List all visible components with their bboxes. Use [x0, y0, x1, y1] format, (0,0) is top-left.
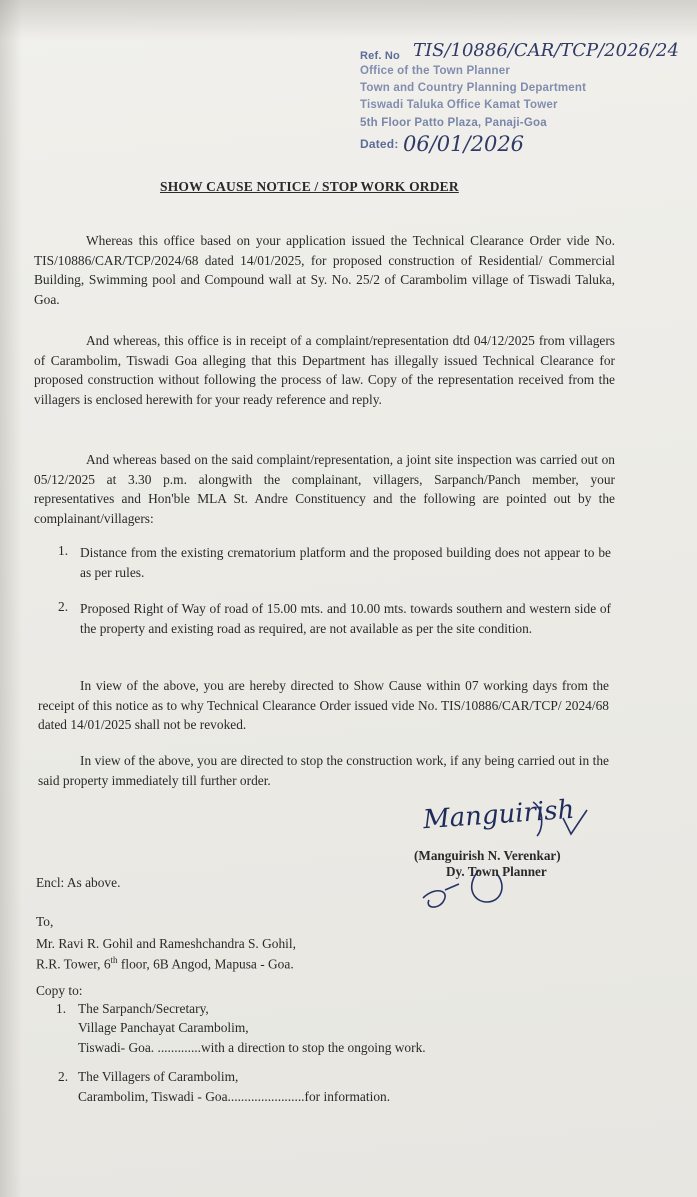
stamp-office-line2: Town and Country Planning Department: [360, 82, 587, 94]
stamp-office-line3: Tiswadi Taluka Office Kamat Tower: [360, 99, 558, 111]
paragraph-whereas-application: Whereas this office based on your application issued the Technical Clearance Order vide No. TIS/10886/CAR/TCP/2024/68 dated 14/01/2025, for proposed construction of Residential/ Commercial Building, Swimming pool and Compound wall at Sy. No. 25/2 of Carambolim village of Tiswadi Taluka, Goa.: [34, 233, 615, 307]
directive-stop-work: In view of the above, you are directed to stop the construction work, if any being carried out in the said property immediately till further order.: [38, 753, 609, 788]
point-number: 2.: [58, 599, 69, 614]
paragraph-complaint-received: And whereas, this office is in receipt of a complaint/representation dtd 04/12/2025 from villagers of Carambolim, Tiswadi Goa alleging that this Department has illegally issued Technical Clearance for proposed construction without following the process of law. Copy of the representation received from the villagers is enclosed herewith for your ready reference and reply.: [34, 333, 615, 407]
signatory-designation: Dy. Town Planner: [446, 864, 547, 879]
copy-item-sarpanch-line3: Tiswadi- Goa. .............with a direction to stop the ongoing work.: [78, 1040, 426, 1055]
signatory-name: (Manguirish N. Verenkar): [414, 848, 561, 863]
copy-item-number: 2.: [58, 1069, 69, 1084]
paragraph-site-inspection: And whereas based on the said complaint/representation, a joint site inspection was carried out on 05/12/2025 at 3.30 p.m. alongwith the complainant, villagers, Sarpanch/Panch member, your representatives and Hon'ble MLA St. Andre Constituency and the following are pointed out by the complainant/villagers:: [34, 452, 615, 526]
copy-item-villagers-line1: The Villagers of Carambolim,: [78, 1069, 239, 1084]
to-label: To,: [36, 914, 54, 929]
directive-show-cause: In view of the above, you are hereby directed to Show Cause within 07 working days from the receipt of this notice as to why Technical Clearance Order issued vide No. TIS/10886/CAR/TCP/ 2024/68 dated 14/01/2025 shall not be revoked.: [38, 678, 609, 733]
ref-label: Ref. No: [360, 50, 400, 62]
stamp-office-line4: 5th Floor Patto Plaza, Panaji-Goa: [360, 117, 547, 129]
point-number: 1.: [58, 543, 69, 558]
notice-title: SHOW CAUSE NOTICE / STOP WORK ORDER: [160, 179, 459, 194]
address-floor-suffix: th: [110, 955, 118, 965]
signature-script: Manguirish: [422, 794, 576, 836]
enclosure-note: Encl: As above.: [36, 875, 121, 890]
ref-number-handwritten: TIS/10886/CAR/TCP/2026/24: [413, 40, 679, 61]
page-shadow-top: [0, 0, 697, 40]
copy-item-sarpanch-line1: The Sarpanch/Secretary,: [78, 1001, 209, 1016]
copy-item-villagers-line2: Carambolim, Tiswadi - Goa.......................for information.: [78, 1089, 391, 1104]
address-part: R.R. Tower, 6: [36, 956, 111, 972]
point-text-right-of-way: Proposed Right of Way of road of 15.00 mts. and 10.00 mts. towards southern and western side of the property and existing road as required, are not available as per the site condition.: [80, 601, 611, 636]
copy-item-number: 1.: [56, 1001, 67, 1016]
copy-to-label: Copy to:: [36, 983, 83, 998]
addressee-address: [36, 955, 294, 972]
point-text-crematorium: Distance from the existing crematorium platform and the proposed building does not appear to be as per rules.: [80, 545, 611, 580]
stamp-office-line1: Office of the Town Planner: [360, 65, 511, 77]
copy-item-sarpanch-line2: Village Panchayat Carambolim,: [78, 1020, 249, 1035]
dated-label: Dated:: [360, 137, 399, 151]
dated-value-handwritten: 06/01/2026: [403, 132, 525, 156]
address-part: floor, 6B Angod, Mapusa - Goa.: [117, 956, 294, 972]
addressee-names: Mr. Ravi R. Gohil and Rameshchandra S. Gohil,: [36, 936, 296, 951]
page-shadow-left: [0, 0, 22, 1197]
